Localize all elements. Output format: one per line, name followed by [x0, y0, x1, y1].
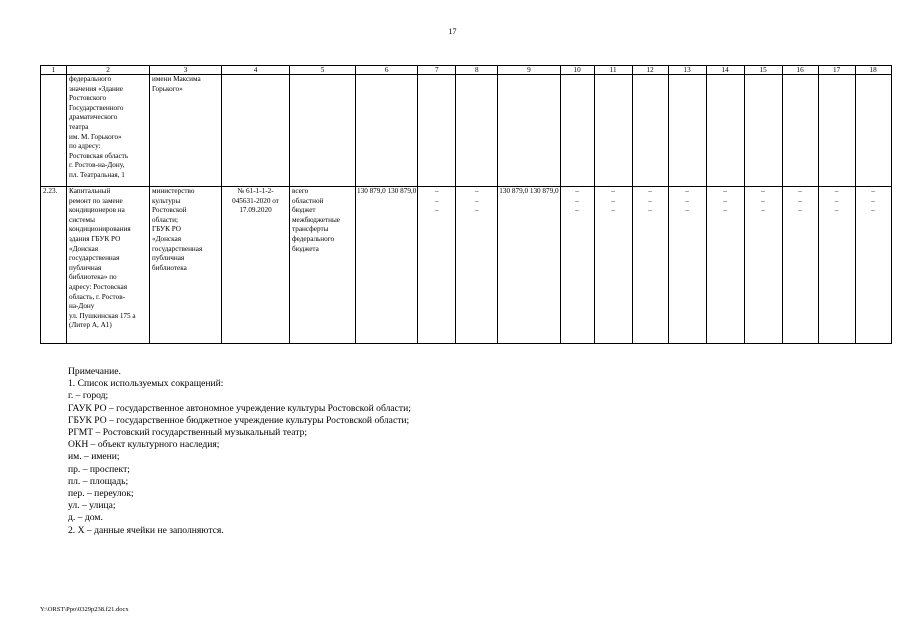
notes-section — [68, 366, 411, 537]
note-line: пл. – площадь; — [68, 475, 129, 487]
note-line: ГАУК РО – государственное автономное учреждение культуры Ростовской области; — [68, 402, 411, 414]
file-path-footer: Y:\ORST\Ppo\0329p238.f21.docx — [40, 606, 129, 613]
object-name: Капитальный ремонт по замене кондиционеров на системы кондиционирования здания ГБУК РО «Донская государственная публичная библиотека» по адресу: Ростовская область, г. Ростов- на-Дону ул. Пушкинская 175 а (Литер А, А1) — [67, 187, 150, 344]
note-line: пр. – проспект; — [68, 463, 130, 475]
header-cell: 10 — [560, 66, 594, 75]
header-cell: 13 — [668, 66, 706, 75]
header-cell: 17 — [818, 66, 855, 75]
header-row — [41, 66, 892, 75]
note-line: РГМТ – Ростовский государственный музыкальный театр; — [68, 427, 308, 439]
dash-cell: – – – — [855, 187, 891, 344]
dash-cell: – – – — [560, 187, 594, 344]
note-line: ГБУК РО – государственное бюджетное учреждение культуры Ростовской области; — [68, 414, 410, 426]
source-total: всего — [292, 187, 309, 195]
dash-cell: – – – — [632, 187, 668, 344]
dash-cell: – – – — [706, 187, 744, 344]
note-line: пер. – переулок; — [68, 488, 134, 500]
col9-values: 130 879,0 130 879,0 — [498, 187, 560, 344]
executor-cell: министерство культуры Ростовской области; ГБУК РО «Донская государственная публичная библиотека — [150, 187, 222, 344]
note-line: 2. Х – данные ячейки не заполняются. — [68, 524, 224, 536]
header-cell: 14 — [706, 66, 744, 75]
header-cell: 2 — [67, 66, 150, 75]
program-table — [40, 65, 892, 344]
header-cell: 3 — [150, 66, 222, 75]
dash-cell: – – – — [668, 187, 706, 344]
notes-heading: Примечание. — [68, 366, 121, 377]
note-line: ОКН – объект культурного наследия; — [68, 439, 220, 451]
dash-cell: – – – — [594, 187, 632, 344]
document-reference: № 61-1-1-2- 045631-2020 от 17.09.2020 — [222, 187, 290, 344]
source-regional: областной бюджет — [292, 196, 324, 215]
header-cell: 6 — [356, 66, 418, 75]
executor-cell: имени Максима Горького» — [150, 75, 222, 187]
header-cell: 9 — [498, 66, 560, 75]
header-cell: 4 — [222, 66, 290, 75]
note-line: им. – имени; — [68, 451, 120, 463]
note-line: ул. – улица; — [68, 500, 116, 512]
table-row-2-23 — [41, 187, 892, 344]
funding-sources — [290, 187, 356, 344]
dash-cell: – – – — [782, 187, 818, 344]
header-cell: 11 — [594, 66, 632, 75]
note-line: г. – город; — [68, 390, 109, 402]
header-cell: 16 — [782, 66, 818, 75]
note-line: д. – дом. — [68, 512, 103, 524]
header-cell: 1 — [41, 66, 67, 75]
source-federal: межбюджетные трансферты федерального бюджета — [292, 215, 340, 253]
header-cell: 5 — [290, 66, 356, 75]
header-cell: 18 — [855, 66, 891, 75]
header-cell: 15 — [744, 66, 782, 75]
dash-cell: – – – — [744, 187, 782, 344]
row-number: 2.23. — [41, 187, 67, 344]
header-cell: 12 — [632, 66, 668, 75]
header-cell: 7 — [418, 66, 456, 75]
header-cell: 8 — [456, 66, 498, 75]
col6-values: 130 879,0 130 879,0 — [356, 187, 418, 344]
table-row-continued — [41, 75, 892, 187]
object-description: федерального значения «Здание Ростовского Государственного драматического театра им. М. Горького» по адресу: Ростовская область г. Ростов-на-Дону, пл. Театральная, 1 — [67, 75, 150, 187]
note-line: 1. Список используемых сокращений: — [68, 378, 224, 390]
col7-values: – – – — [418, 187, 456, 344]
dash-cell: – – – — [818, 187, 855, 344]
page-number: 17 — [448, 27, 457, 36]
col8-values: – – – — [456, 187, 498, 344]
